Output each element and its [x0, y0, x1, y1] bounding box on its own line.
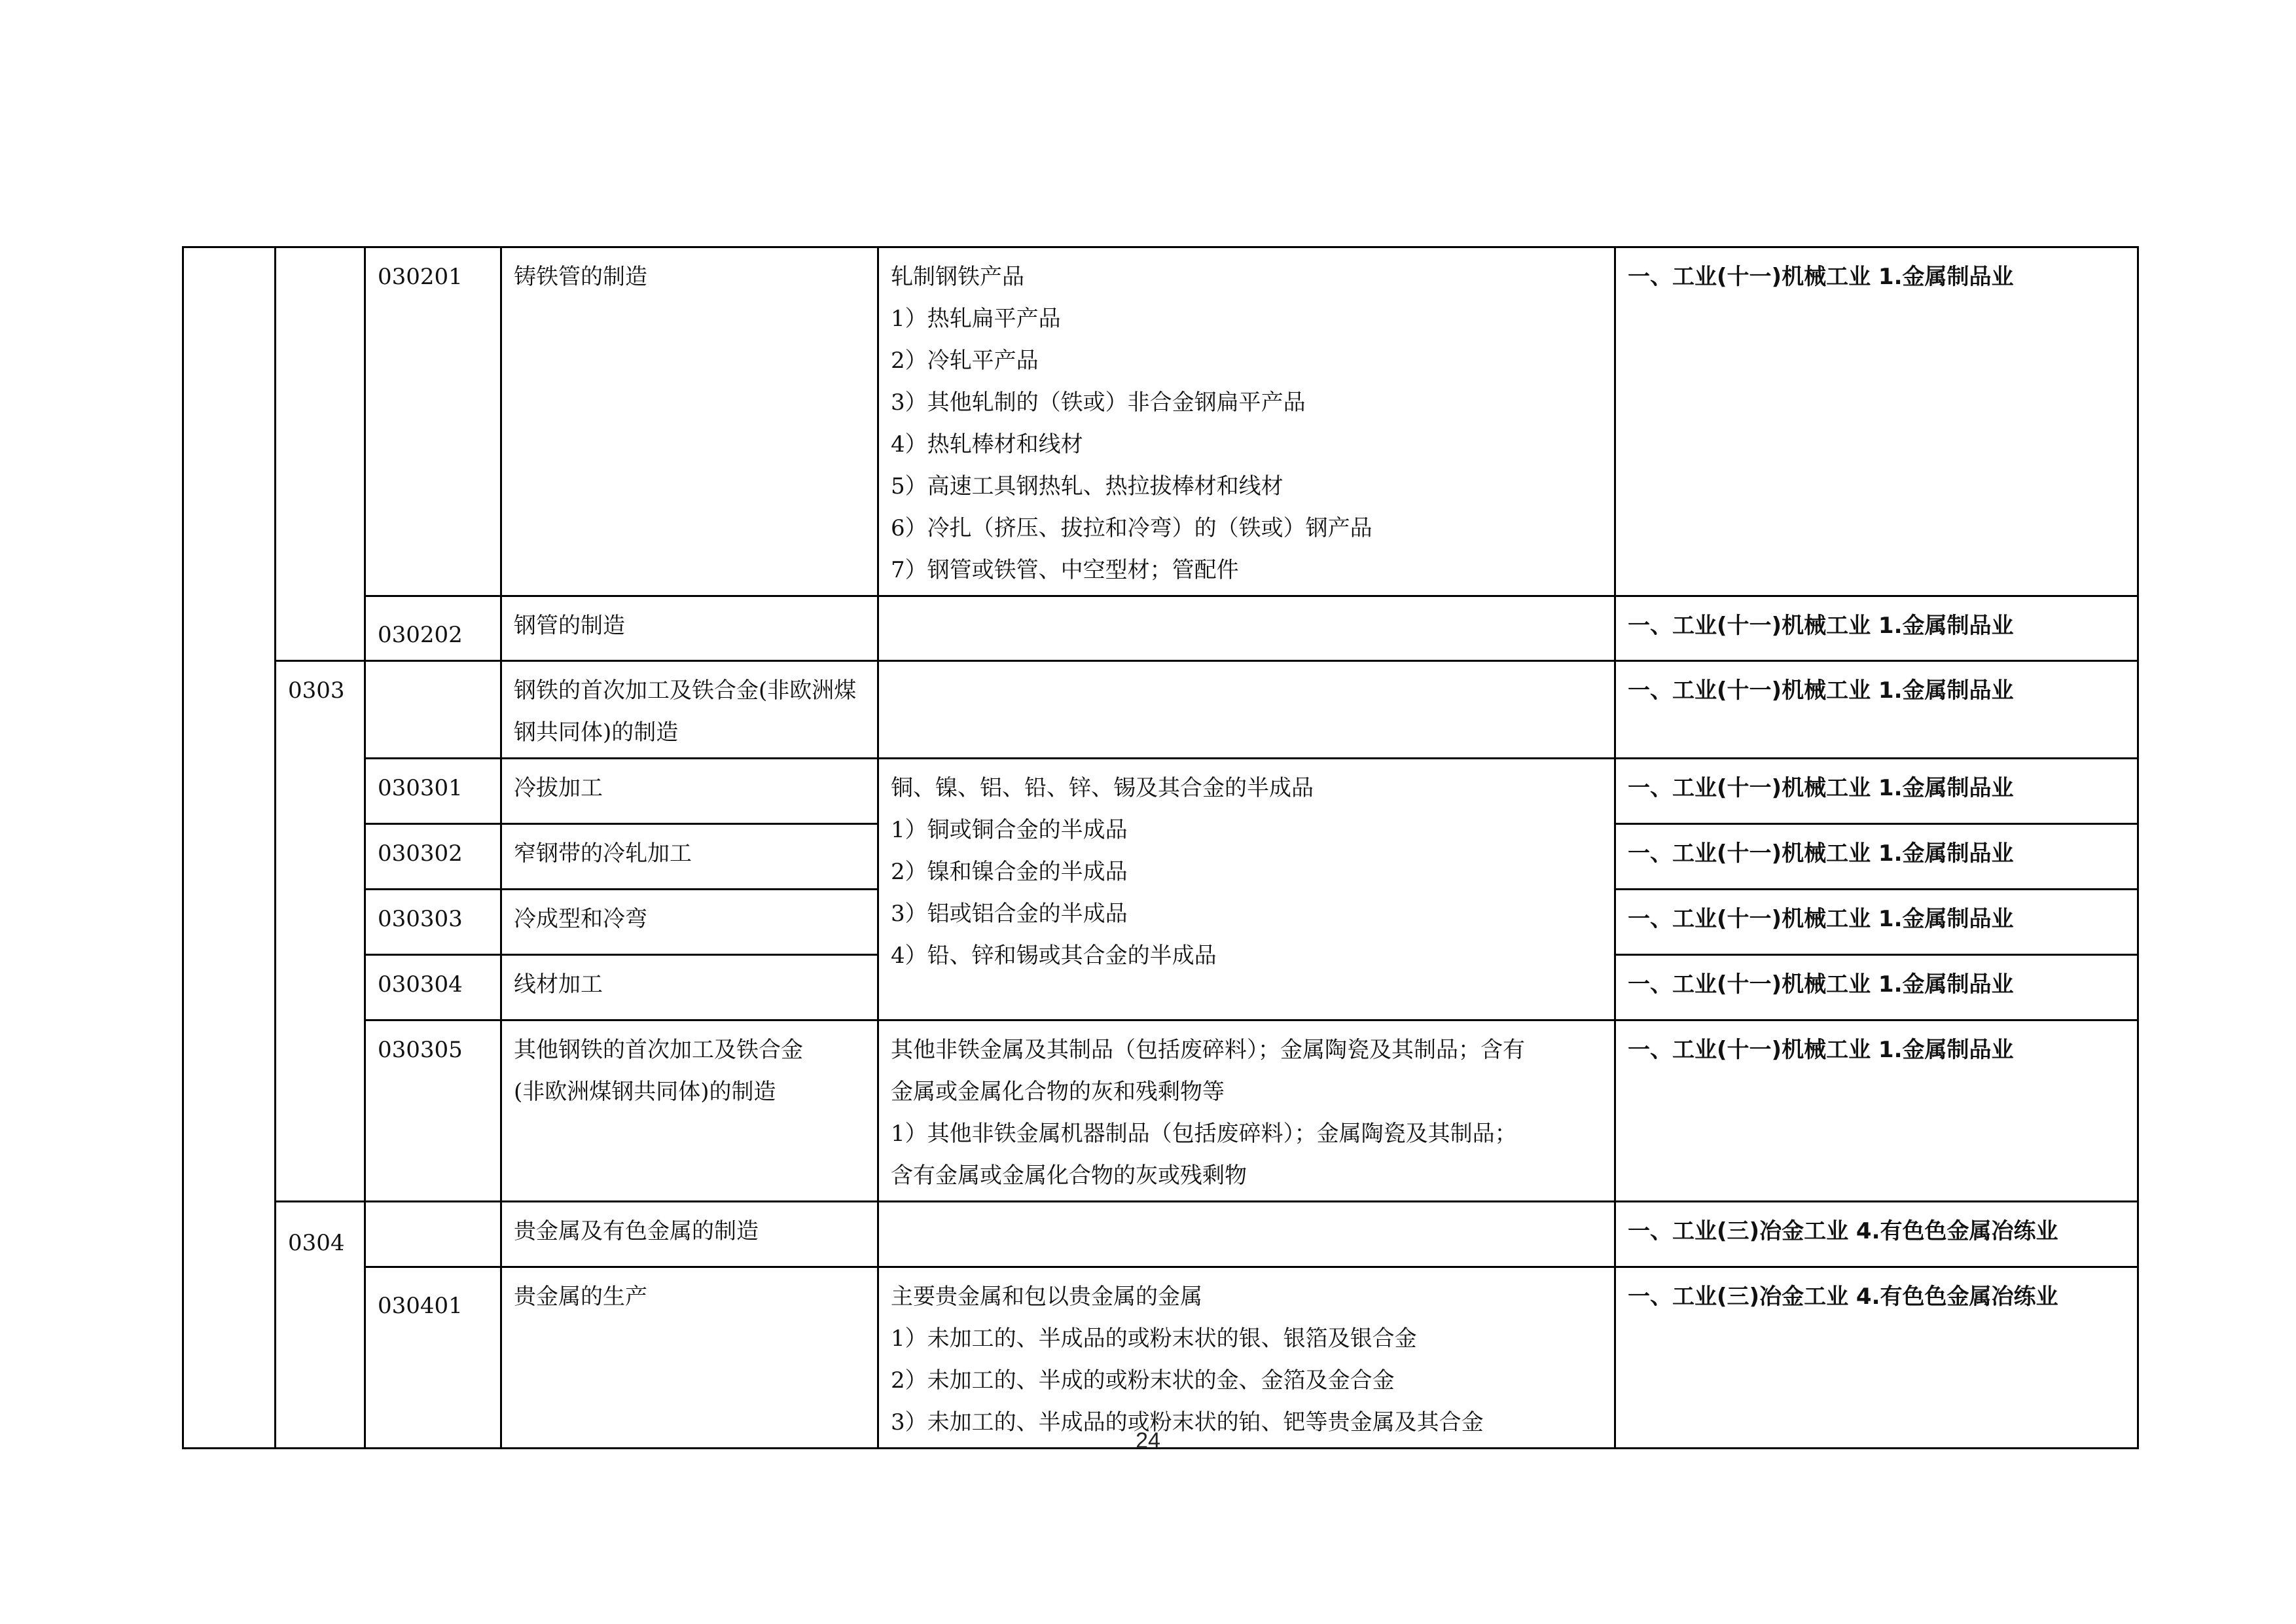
- name-line: (非欧洲煤钢共同体)的制造: [514, 1079, 776, 1105]
- name-cell: 窄钢带的冷轧加工: [501, 824, 878, 890]
- name-cell: 钢铁的首次加工及铁合金(非欧洲煤钢共同体)的制造: [501, 661, 878, 759]
- product-line: 铜、镍、铝、铅、锌、锡及其合金的半成品: [891, 775, 1314, 801]
- name-cell: 铸铁管的制造: [501, 247, 878, 596]
- table-row: [183, 759, 2138, 824]
- product-line: 1）铜或铜合金的半成品: [891, 817, 1128, 843]
- products-cell: [878, 247, 1615, 596]
- products-cell: [878, 1020, 1615, 1202]
- product-line: 3）铝或铝合金的半成品: [891, 901, 1128, 927]
- category-cell: 一、工业(十一)机械工业 1.金属制品业: [1615, 661, 2138, 759]
- category-cell: 一、工业(十一)机械工业 1.金属制品业: [1615, 824, 2138, 890]
- table-row: [183, 1202, 2138, 1267]
- name-cell: 贵金属及有色金属的制造: [501, 1202, 878, 1267]
- product-line: 6）冷扎（挤压、拔拉和冷弯）的（铁或）钢产品: [891, 515, 1372, 541]
- code-cell: 030301: [365, 759, 501, 824]
- group-code-cell: 0304: [276, 1202, 365, 1449]
- name-line: 其他钢铁的首次加工及铁合金: [514, 1037, 803, 1063]
- category-cell: 一、工业(十一)机械工业 1.金属制品业: [1615, 1020, 2138, 1202]
- product-line: 5）高速工具钢热轧、热拉拔棒材和线材: [891, 473, 1283, 499]
- product-line: 4）铅、锌和锡或其合金的半成品: [891, 943, 1217, 969]
- name-cell: 贵金属的生产: [501, 1267, 878, 1449]
- product-line: 主要贵金属和包以贵金属的金属: [891, 1284, 1202, 1310]
- product-line: 1）未加工的、半成品的或粉末状的银、银箔及银合金: [891, 1326, 1417, 1352]
- group-code-cell: 0303: [276, 661, 365, 1202]
- table-row: [183, 1020, 2138, 1202]
- name-cell: 冷成型和冷弯: [501, 890, 878, 955]
- product-line: 1）其他非铁金属机器制品（包括废碎料）；金属陶瓷及其制品；: [891, 1121, 1517, 1147]
- category-cell: 一、工业(十一)机械工业 1.金属制品业: [1615, 759, 2138, 824]
- table-row: [183, 1267, 2138, 1449]
- product-line: 其他非铁金属及其制品（包括废碎料）；金属陶瓷及其制品；含有: [891, 1037, 1525, 1063]
- code-cell: [365, 661, 501, 759]
- code-cell: [365, 1202, 501, 1267]
- category-cell: 一、工业(十一)机械工业 1.金属制品业: [1615, 247, 2138, 596]
- category-cell: 一、工业(三)冶金工业 4.有色色金属冶练业: [1615, 1267, 2138, 1449]
- product-line: 1）热轧扁平产品: [891, 306, 1061, 332]
- table-row: [183, 596, 2138, 661]
- code-cell: 030401: [365, 1267, 501, 1449]
- product-line: 2）冷轧平产品: [891, 348, 1039, 374]
- classification-table: [182, 246, 2139, 1449]
- product-line: 4）热轧棒材和线材: [891, 431, 1083, 458]
- products-cell: [878, 1267, 1615, 1449]
- name-cell: [501, 1020, 878, 1202]
- product-line: 3）其他轧制的（铁或）非合金钢扁平产品: [891, 389, 1306, 416]
- code-cell: 030303: [365, 890, 501, 955]
- page-number: 24: [1136, 1428, 1160, 1453]
- table-row: [183, 247, 2138, 596]
- category-cell: 一、工业(十一)机械工业 1.金属制品业: [1615, 890, 2138, 955]
- products-cell: [878, 1202, 1615, 1267]
- section-cell: [183, 247, 276, 1449]
- name-cell: 钢管的制造: [501, 596, 878, 661]
- products-cell: [878, 759, 1615, 1020]
- product-line: 3）未加工的、半成品的或粉末状的铂、钯等贵金属及其合金: [891, 1409, 1484, 1435]
- code-cell: 030304: [365, 955, 501, 1020]
- products-cell: [878, 596, 1615, 661]
- code-cell: 030201: [365, 247, 501, 596]
- category-cell: 一、工业(十一)机械工业 1.金属制品业: [1615, 596, 2138, 661]
- product-line: 2）镍和镍合金的半成品: [891, 859, 1128, 885]
- products-cell: [878, 661, 1615, 759]
- category-cell: 一、工业(三)冶金工业 4.有色色金属冶练业: [1615, 1202, 2138, 1267]
- product-line: 含有金属或金属化合物的灰或残剩物: [891, 1163, 1247, 1189]
- code-cell: 030202: [365, 596, 501, 661]
- table-row: [183, 661, 2138, 759]
- code-cell: 030305: [365, 1020, 501, 1202]
- code-cell: 030302: [365, 824, 501, 890]
- category-cell: 一、工业(十一)机械工业 1.金属制品业: [1615, 955, 2138, 1020]
- product-line: 2）未加工的、半成的或粉末状的金、金箔及金合金: [891, 1367, 1395, 1394]
- name-cell: 线材加工: [501, 955, 878, 1020]
- product-line: 轧制钢铁产品: [891, 264, 1024, 290]
- name-cell: 冷拔加工: [501, 759, 878, 824]
- product-line: 7）钢管或铁管、中空型材；管配件: [891, 557, 1239, 583]
- product-line: 金属或金属化合物的灰和残剩物等: [891, 1079, 1225, 1105]
- group-cell: [276, 247, 365, 661]
